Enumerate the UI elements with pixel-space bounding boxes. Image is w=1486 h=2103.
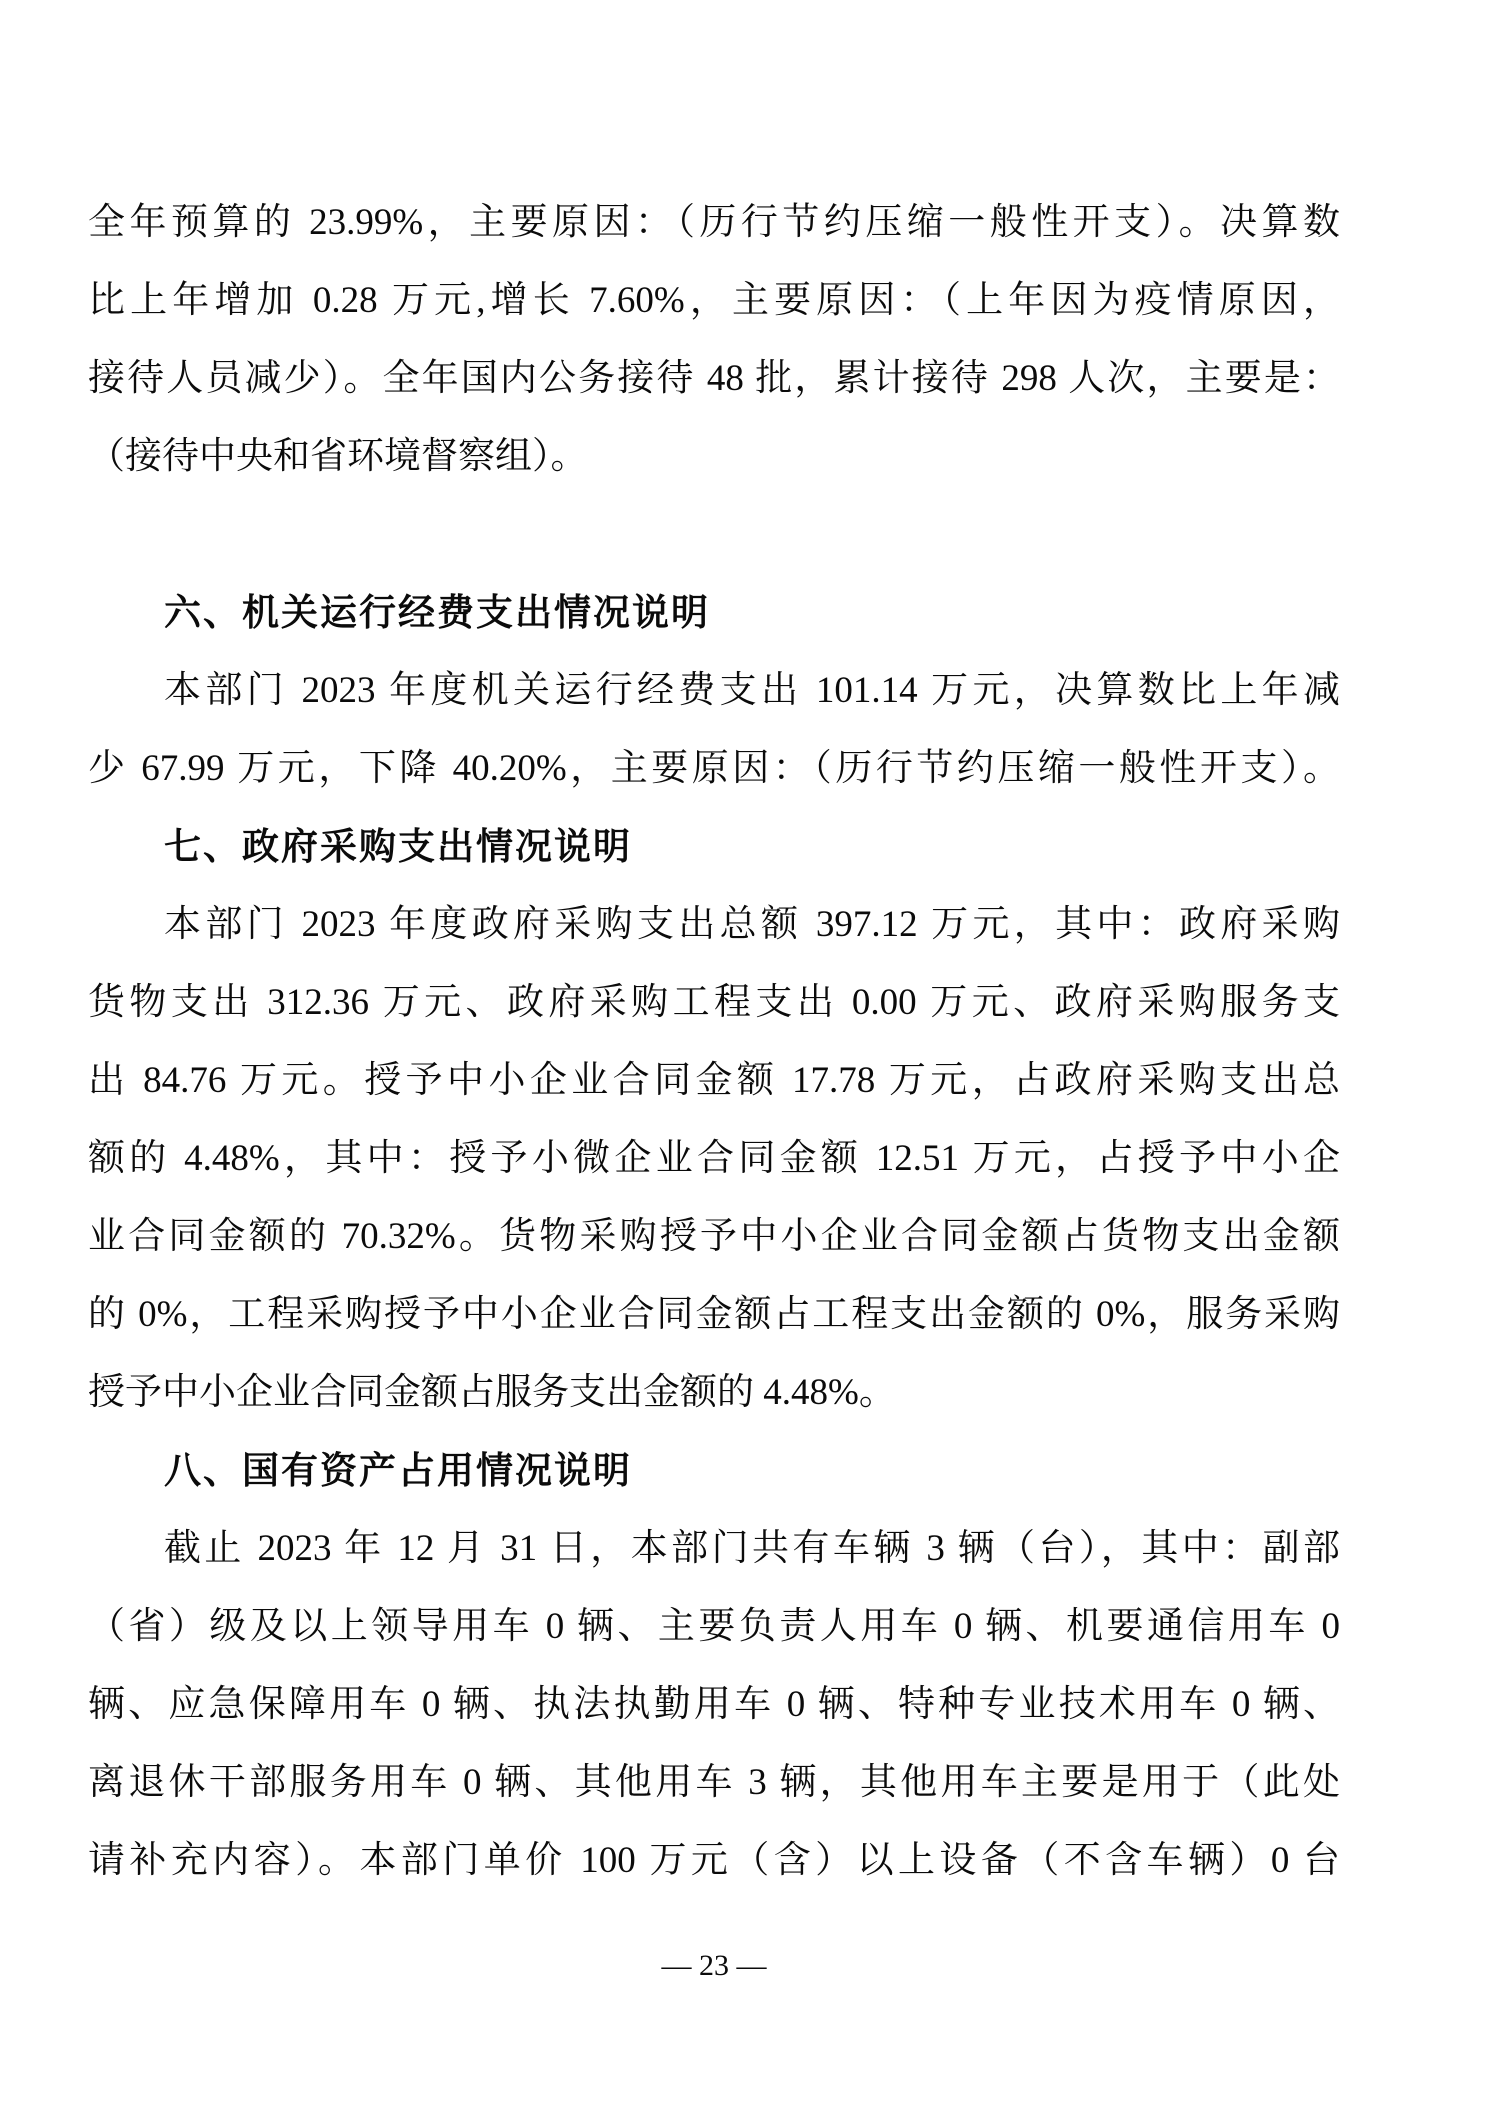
body-line: 请补充内容）。本部门单价 100 万元（含）以上设备（不含车辆）0 台 [88, 1840, 1340, 1881]
body-line: 货物支出 312.36 万元、政府采购工程支出 0.00 万元、政府采购服务支 [88, 982, 1340, 1023]
body-line: 本部门 2023 年度政府采购支出总额 397.12 万元，其中：政府采购 [164, 904, 1340, 945]
body-line: 辆、应急保障用车 0 辆、执法执勤用车 0 辆、特种专业技术用车 0 辆、 [88, 1684, 1340, 1725]
body-line: （接待中央和省环境督察组）。 [88, 436, 588, 477]
body-line: 额的 4.48%，其中：授予小微企业合同金额 12.51 万元，占授予中小企 [88, 1138, 1340, 1179]
body-line: 授予中小企业合同金额占服务支出金额的 4.48%。 [88, 1372, 896, 1413]
body-line: 业合同金额的 70.32%。货物采购授予中小企业合同金额占货物支出金额 [88, 1216, 1340, 1257]
body-line: 出 84.76 万元。授予中小企业合同金额 17.78 万元，占政府采购支出总 [88, 1060, 1340, 1101]
blank-line [88, 496, 1340, 574]
document-content [88, 184, 1340, 1900]
body-line: 截止 2023 年 12 月 31 日，本部门共有车辆 3 辆（台），其中：副部 [164, 1528, 1340, 1569]
body-line: 离退休干部服务用车 0 辆、其他用车 3 辆，其他用车主要是用于（此处 [88, 1762, 1340, 1803]
page-number: — 23 — [661, 1949, 767, 1982]
body-line: （省）级及以上领导用车 0 辆、主要负责人用车 0 辆、机要通信用车 0 [88, 1606, 1340, 1647]
body-line: 全年预算的 23.99%，主要原因：（历行节约压缩一般性开支）。决算数 [88, 202, 1340, 243]
section-7-heading: 七、政府采购支出情况说明 [164, 826, 632, 867]
section-8-heading: 八、国有资产占用情况说明 [164, 1450, 632, 1491]
body-line: 的 0%，工程采购授予中小企业合同金额占工程支出金额的 0%，服务采购 [88, 1294, 1340, 1335]
page-footer [88, 1944, 1340, 1988]
body-line: 少 67.99 万元，下降 40.20%，主要原因：（历行节约压缩一般性开支）。 [88, 748, 1340, 789]
section-6-heading: 六、机关运行经费支出情况说明 [164, 592, 710, 633]
body-line: 接待人员减少）。全年国内公务接待 48 批，累计接待 298 人次，主要是： [88, 358, 1340, 399]
body-line: 比上年增加 0.28 万元,增长 7.60%，主要原因：（上年因为疫情原因， [88, 280, 1340, 321]
body-line: 本部门 2023 年度机关运行经费支出 101.14 万元，决算数比上年减 [164, 670, 1340, 711]
